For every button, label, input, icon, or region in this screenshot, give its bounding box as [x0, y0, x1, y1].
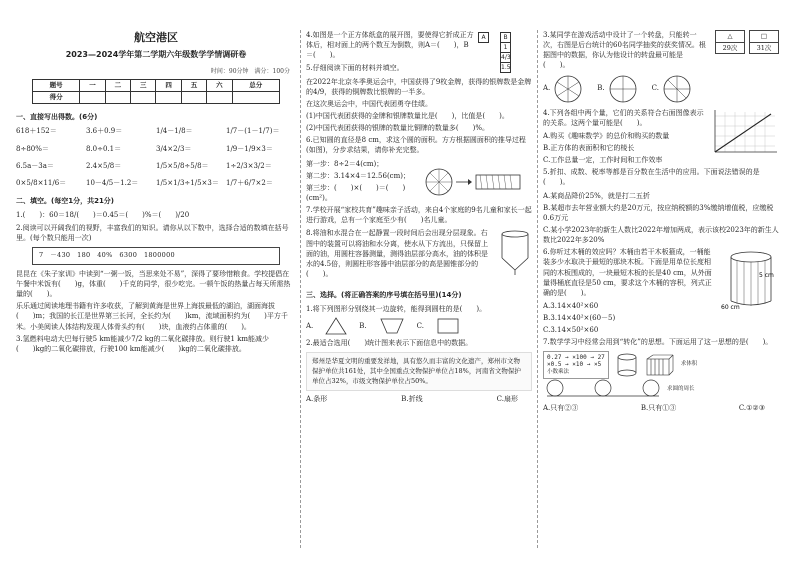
rolling-circle-figure: [543, 379, 663, 401]
option-b-label[interactable]: B.: [359, 322, 367, 331]
question-choice-5: 5.折扣、成数、税率等都是百分数在生活中的应用。下面说法错误的是( )。: [543, 168, 760, 187]
calc-item: 1/5×1/3÷1/5×3＝: [156, 178, 219, 187]
cube-face: B: [500, 32, 511, 43]
calc-item: 8÷80%＝: [16, 144, 49, 153]
calc-item: 1/7－(1－1/7)＝: [226, 127, 280, 136]
cube-net-figure: [478, 32, 532, 74]
barrel-label: 60 cm: [721, 304, 740, 310]
score-cell[interactable]: [232, 92, 279, 104]
score-header: 一: [80, 80, 105, 92]
figure-caption: 小数乘法: [547, 369, 570, 376]
spinner-options: [543, 74, 779, 104]
calc-item: 3.6＋0.9＝: [86, 127, 123, 136]
barrel-label: 5 cm: [759, 272, 774, 280]
score-header: 总分: [232, 80, 279, 92]
option-b[interactable]: B.某超市去年营业额大约是20万元，按应纳税额的3%缴纳增值税，应缴税0.6万元: [543, 203, 774, 222]
column-middle: [306, 30, 532, 554]
exam-title: 2023—2024学年第二学期六年级数学学情调研卷: [65, 49, 247, 59]
question-fill-1: 1.( )：60＝18/( )＝0.45＝( )%＝( )/20: [16, 211, 190, 220]
option-a[interactable]: A.条形: [306, 394, 328, 403]
stat-count: 31次: [750, 42, 778, 53]
line-graph-figure: [709, 108, 779, 156]
question-choice-3: 3.某同学在游戏活动中设计了一个转盘，只能转一次，右图是后台统计的60名同学抽奖的获奖情况。根据图中的数据，你认为他设计的转盘最可能是( )。: [543, 31, 706, 70]
option-a[interactable]: A.某商品降价25%，就是打二五折: [543, 191, 650, 200]
cube-face: A: [478, 32, 489, 43]
option-a-label[interactable]: A.: [306, 322, 314, 331]
section-title: 二、填空。(每空1分，共21分): [16, 196, 115, 205]
option-c[interactable]: C.某小学2023年的新生人数比2022年增加两成，表示该校2023年的新生人数比2022年多20%: [543, 225, 779, 245]
option-b[interactable]: B.: [597, 84, 605, 93]
question-choice-6: 6.你听过木桶的效应吗？木桶由若干木板箍成，一桶能装多少水取决于最短的那块木板。下面是用单位长度相同的木板围成的，一块最短木板的长是40 cm，从外面量得桶底直径是50 cm，要求这个木桶的容积，列式正确的是( )。: [543, 248, 712, 297]
calc-item: 8.0÷0.1＝: [86, 144, 122, 153]
question-fill-2: 2.阅读可以开阔我们的视野，丰富我们的知识。请你从以下数中，选择合适的数填在括号里。(每个数只能用一次): [16, 224, 289, 243]
option-a[interactable]: A.: [543, 84, 551, 93]
shape-options: [306, 317, 532, 335]
option-c-label[interactable]: C.: [416, 322, 424, 331]
score-header: 四: [156, 80, 181, 92]
option-b[interactable]: B.只有①③: [640, 404, 677, 413]
cylinder-icon: [615, 352, 639, 378]
score-cell[interactable]: [181, 92, 206, 104]
option-a[interactable]: A.只有②③: [543, 404, 579, 413]
calc-item: 2.4×5/8＝: [86, 161, 122, 170]
step-line: 第一步：8÷2＝4(cm)；: [306, 159, 384, 168]
cube-face: 1: [500, 42, 511, 53]
stat-symbol: □: [760, 32, 768, 40]
score-cell[interactable]: [131, 92, 156, 104]
calc-item: 618＋152＝: [16, 127, 57, 136]
calc-item: 1/7＋6/7×2＝: [226, 178, 273, 187]
option-c[interactable]: C.扇形: [496, 394, 518, 403]
calc-item: 6.5a－3a＝: [16, 161, 54, 170]
calc-item: 1÷2/3×3/2＝: [226, 161, 272, 170]
score-header: 二: [105, 80, 130, 92]
stat-symbol: △: [727, 32, 733, 40]
question-fill-6: 6.已知圆的直径是8 cm，求这个圆的面积。方方根据圆面积的推导过程(如图)，分步求结果，请你补充完整。: [306, 136, 526, 155]
choice-options: [306, 394, 532, 404]
question-fill-8: 8.将油和水混合在一起静置一段时间后会出现分层现象。右图中的装置可以将油和水分离，使水从下方流出，只保留上面的油，用圆柱容器测量，测得油层部分高水，油的体积是水的4.5倍，则圆柱形容器中油层部分的高是圆锥部分的( )。: [306, 229, 488, 278]
circle-to-rectangle-figure: [424, 167, 524, 197]
score-header: 三: [131, 80, 156, 92]
option-c[interactable]: C.3.14×50²×60: [543, 326, 599, 335]
choice-options: [543, 403, 779, 413]
column-divider: [537, 30, 538, 548]
section-title: 一、直接写出得数。(6分): [16, 113, 98, 122]
score-cell[interactable]: [80, 92, 105, 104]
column-divider: [300, 30, 301, 548]
calc-item: 3/4×2/3＝: [156, 144, 192, 153]
option-a[interactable]: A.3.14×40²×60: [543, 301, 599, 310]
decimal-multiplication-figure: 0.27 → ×100 → 27 ×0.5 → ×10 → ×5 小数乘法: [543, 351, 609, 380]
spinner-wheel-icon: [608, 74, 638, 104]
figure-caption: 求圆的周长: [667, 386, 695, 393]
score-header: 题号: [33, 80, 80, 92]
trapezoid-icon: [379, 317, 405, 335]
calc-grid: [16, 126, 296, 188]
option-b[interactable]: B.正方体的表面积和它的棱长: [543, 143, 635, 152]
question-choice-7: 7.数学学习中经常会用到“转化”的思想。下面运用了这一思想的是( )。: [543, 338, 773, 347]
score-label: 得分: [33, 92, 80, 104]
calc-item: 1/9－1/9×3＝: [226, 144, 273, 153]
rectangular-prism-icon: [645, 353, 675, 377]
material-text: 在2022年北京冬季奥运会中，中国获得了9枚金牌，获得的银牌数是金牌的4/9，获得的铜牌数比银牌的一半多。: [306, 77, 532, 96]
material-text: (2)中国代表团获得的银牌的数量比铜牌的数量多( )%。: [306, 124, 490, 133]
rectangle-icon: [436, 317, 460, 335]
reading-paragraph: 乐乐通过阅读地理书籍有许多收获，了解到黄海是世界上海拔最低的湖泊，湖面海拔( )m；我国的长江是世界第三长河，全长约为( )km，流域面积约为( )平方千米。小美阅读人体结构发现人体骨头约有( )块，血液约占体重的( )。: [16, 302, 288, 331]
triangle-icon: [325, 317, 347, 335]
option-b[interactable]: B.折线: [401, 394, 423, 403]
oil-water-separator-figure: [498, 228, 532, 276]
option-b[interactable]: B.3.14×40²×(60－5): [543, 314, 616, 323]
option-c[interactable]: C.: [651, 84, 659, 93]
exam-meta: 时间：90分钟 满分：100分: [210, 67, 290, 75]
column-left: [16, 30, 296, 554]
step-line: 第二步：3.14×4＝12.56(cm)；: [306, 171, 410, 180]
score-header: 五: [181, 80, 206, 92]
material-text: (1)中国代表团获得的金牌和银牌数量比是( )，比值是( )。: [306, 111, 509, 120]
question-choice-4: 4.下列各组中两个量，它们的关系符合右面图像表示的关系。这两个量可能是( )。: [543, 108, 704, 127]
option-c[interactable]: C.工作总量一定，工作时间和工作效率: [543, 156, 663, 165]
question-fill-5: 5.仔细阅读下面的材料并填空。: [306, 64, 404, 73]
cube-face: 4/3: [501, 54, 511, 61]
spinner-wheel-icon: [662, 74, 692, 104]
score-cell[interactable]: [105, 92, 130, 104]
material-quote: 郑州是华夏文明的重要发祥地，具有悠久而丰富的文化遗产，郑州市文物保护单位共161处，其中全国重点文物保护单位占18%，河南省文物保护单位占32%，市级文物保护单位占50%。: [306, 352, 532, 391]
question-choice-2: 2.最适合选用( )统计图来表示下面信息中的数据。: [306, 339, 473, 348]
question-fill-3: 3.氢燃料电动大巴每行驶5 km能减少7/2 kg的二氧化碳排放。则行驶1 km能减少( )kg的二氧化碳排放，行驶100 km能减少( )kg的二氧化碳排放。: [16, 334, 270, 353]
option-c[interactable]: C.①②③: [738, 404, 765, 413]
wooden-barrel-figure: [721, 247, 779, 309]
score-cell[interactable]: [156, 92, 181, 104]
figure-caption: 求体积: [680, 360, 698, 367]
calc-item: 1/5×5/8÷5/8＝: [156, 161, 209, 170]
section-title: 三、选择。(将正确答案的序号填在括号里)(14分): [306, 291, 462, 300]
stat-count: 29次: [716, 42, 744, 53]
reading-paragraph: 昆昆在《朱子家训》中读到“一粥一饭，当思来处不易”，深得了要珍惜粮食。学校提倡在午餐中米饭有( )g，体重( )千克的同学，很少吃完。一顿午饭的热量占每天所需热量的( )。: [16, 269, 291, 299]
step-line: 第三步：( )×( )＝( )(cm²)。: [306, 183, 406, 202]
school-name: 航空港区: [134, 31, 178, 44]
question-choice-1: 1.将下列图形分别绕其一边旋转，能得到圆柱的是( )。: [306, 305, 487, 314]
score-cell[interactable]: [207, 92, 232, 104]
score-header: 六: [207, 80, 232, 92]
material-text: 在这次奥运会中，中国代表团勇夺佳绩。: [306, 99, 432, 108]
column-right: [543, 30, 779, 554]
calc-item: 10－4/5－1.2＝: [86, 178, 139, 187]
question-fill-4: 4.如图是一个正方体纸盒的展开图，要使得它折成正方体后，相对面上的两个数互为倒数，则A＝( )，B＝( )。: [306, 31, 474, 60]
question-fill-7: 7.学校开展“家校共育”趣味亲子活动，来自4个家庭的9名儿童和家长一起进行游戏，总有一个家庭至少有( )名儿童。: [306, 206, 532, 225]
calc-item: 0×5/8×11/6＝: [16, 178, 67, 187]
score-table: [32, 79, 280, 104]
spinner-wheel-icon: [553, 74, 583, 104]
cube-face: 1.5: [501, 64, 511, 71]
spinner-stats: [715, 30, 779, 54]
calc-item: 1/4－1/8＝: [156, 127, 193, 136]
option-a[interactable]: A.购买《趣味数学》的总价和购买的数量: [543, 131, 670, 140]
number-choices: 7 －430 180 40% 6300 1800000: [32, 247, 280, 264]
